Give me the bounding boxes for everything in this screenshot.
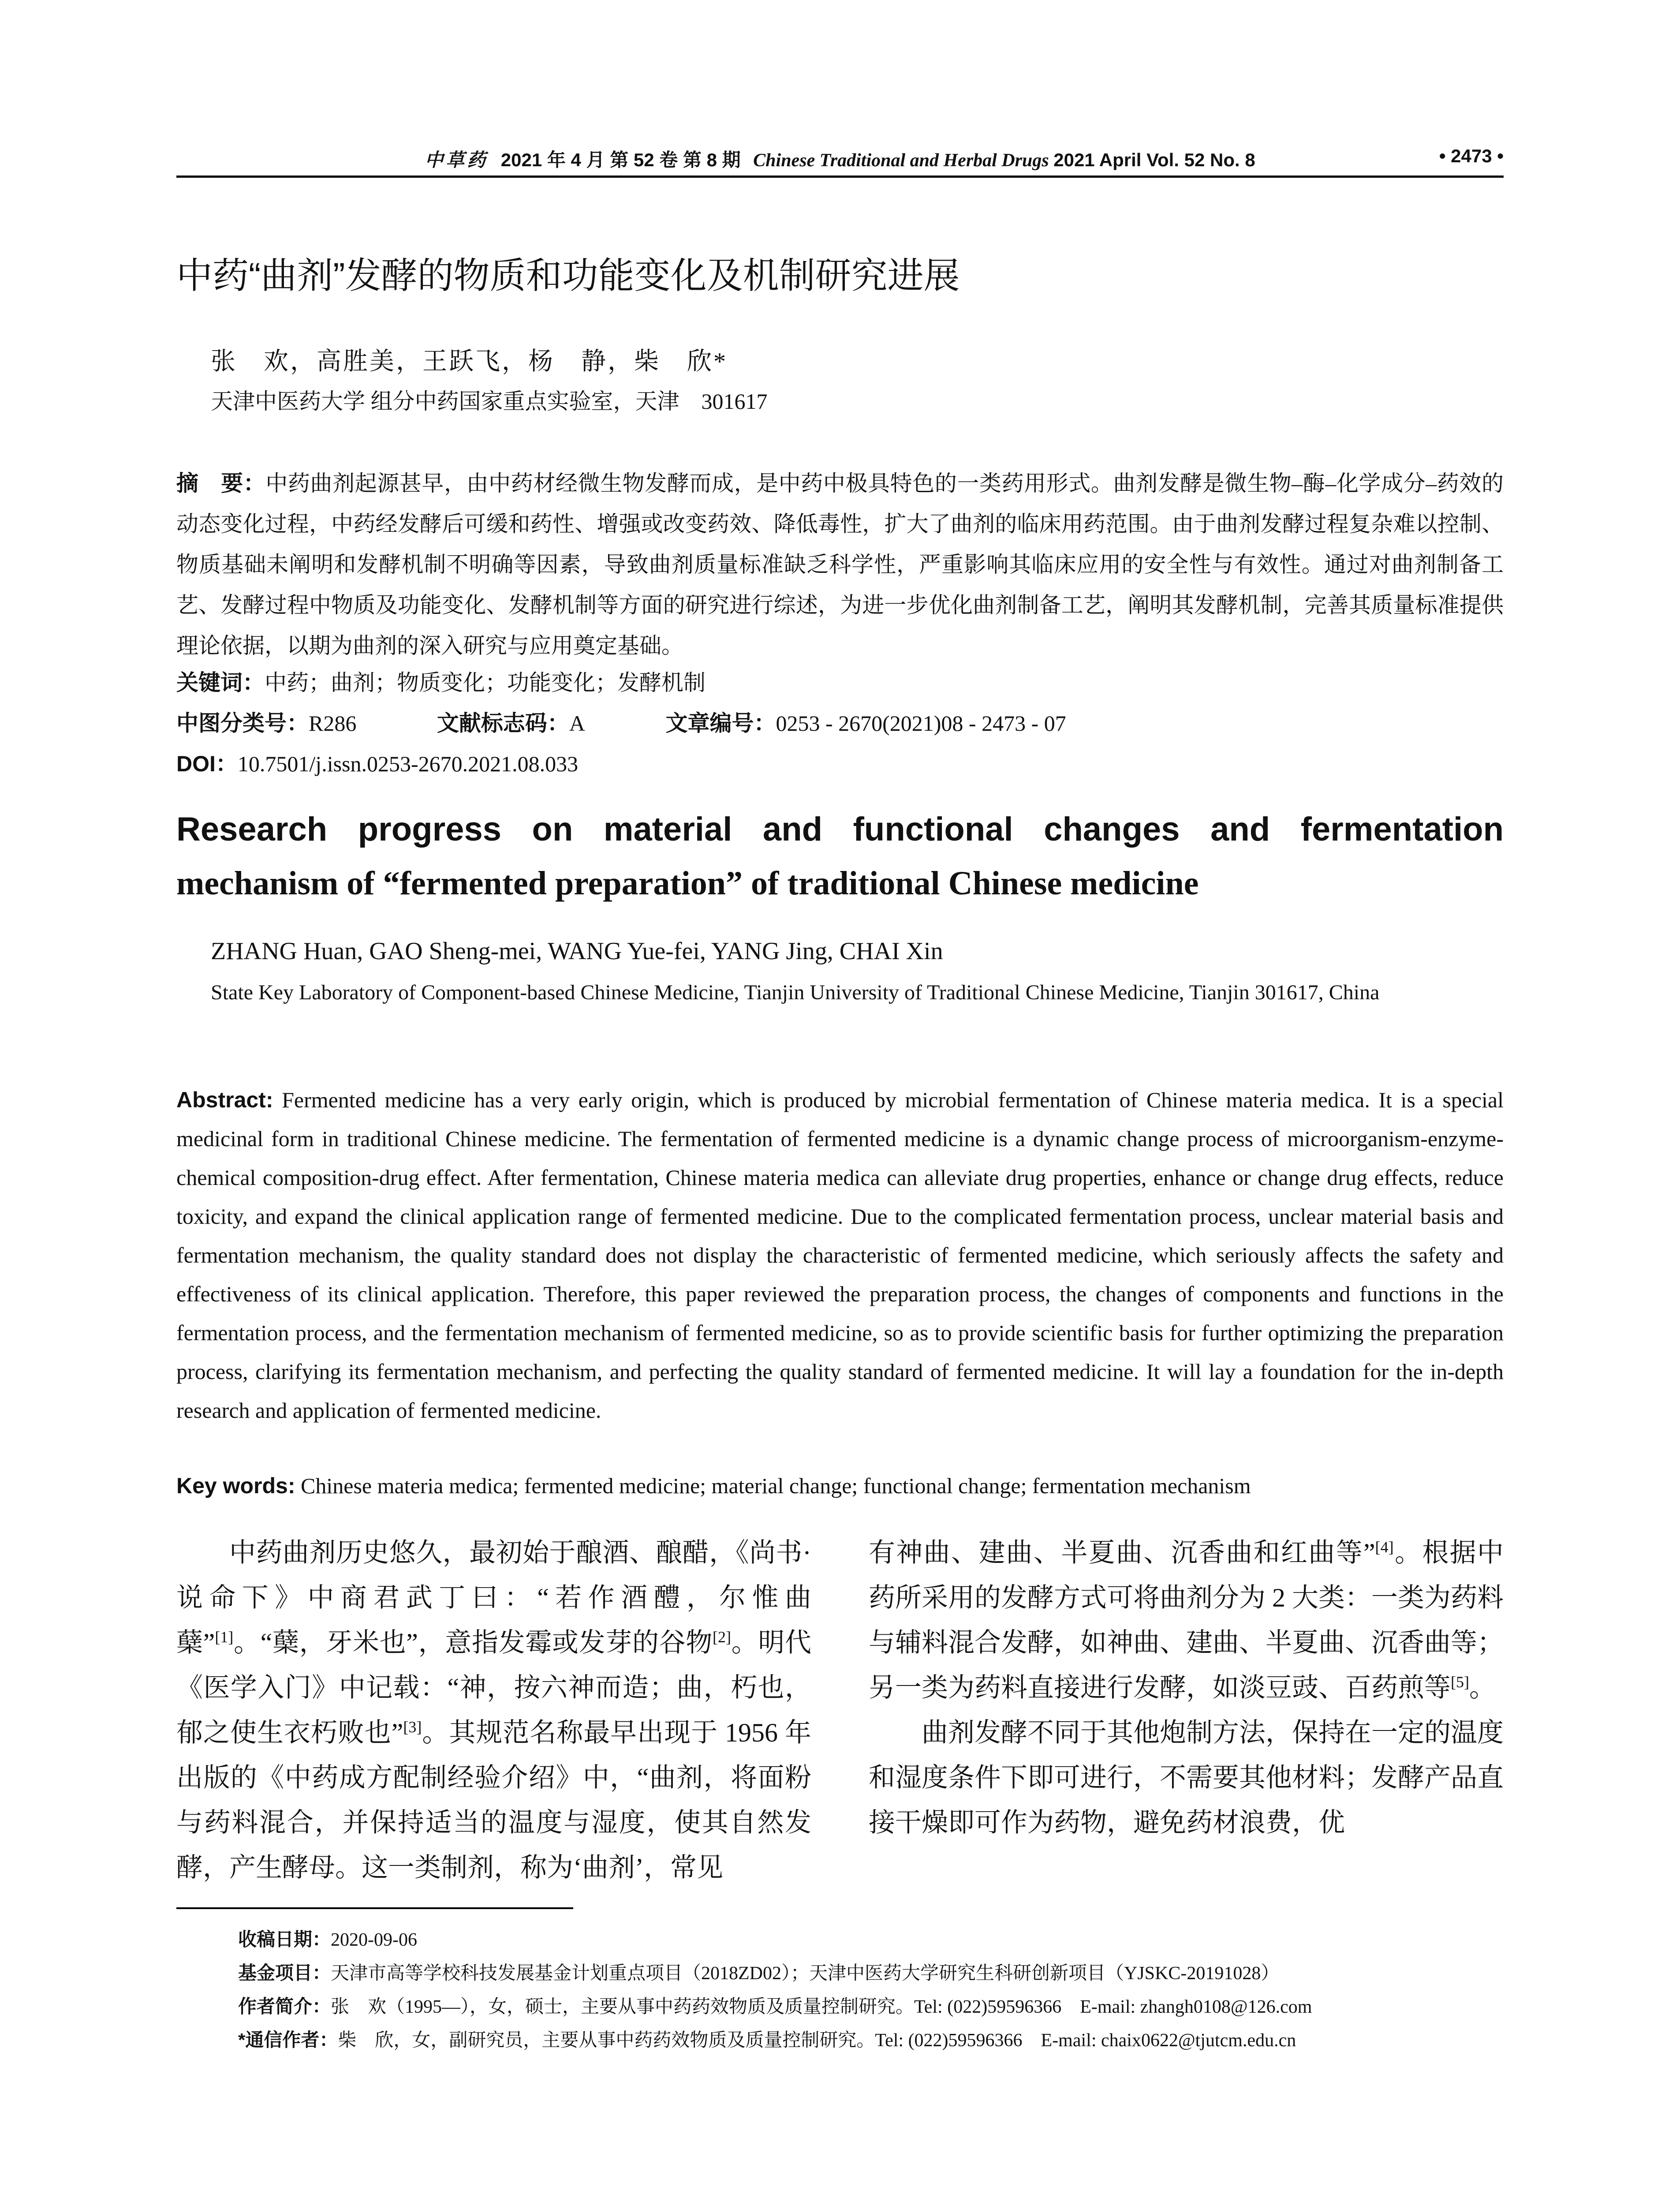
body-text: 曲剂发酵不同于其他炮制方法，保持在一定的温度和湿度条件下即可进行，不需要其他材料；发酵产品直接干燥即可作为药物，避免药材浪费，优 xyxy=(869,1718,1504,1837)
body-text: 有神曲、建曲、半夏曲、沉香曲和红曲等” xyxy=(869,1538,1375,1567)
footnote-rule xyxy=(176,1907,573,1909)
received-date: 2020-09-06 xyxy=(331,1930,417,1950)
citation-3[interactable]: [3] xyxy=(403,1718,422,1736)
body-column-left xyxy=(176,1530,811,1890)
footnote-fund xyxy=(238,1956,1504,1990)
zh-abstract xyxy=(176,463,1504,666)
article-no-value: 0253 - 2670(2021)08 - 2473 - 07 xyxy=(776,711,1066,736)
body-text: 。根据中药所采用的发酵方式可将曲剂分为 2 大类：一类为药料与辅料混合发酵，如神曲、建曲、半夏曲、沉香曲等；另一类为药料直接进行发酵，如淡豆豉、百药煎等 xyxy=(869,1538,1504,1702)
journal-citation-line xyxy=(176,146,1504,172)
body-paragraph xyxy=(869,1710,1504,1845)
en-abstract-label: Abstract: xyxy=(176,1088,273,1112)
zh-affiliation: 天津中医药大学 组分中药国家重点实验室，天津 301617 xyxy=(211,389,768,414)
fund-label: 基金项目： xyxy=(238,1962,331,1983)
body-paragraph xyxy=(869,1530,1504,1710)
running-header xyxy=(176,146,1504,176)
citation-1[interactable]: [1] xyxy=(215,1628,234,1646)
citation-5[interactable]: [5] xyxy=(1451,1673,1469,1691)
correspondence-label: *通信作者： xyxy=(238,2029,338,2050)
doc-code-value: A xyxy=(569,711,585,736)
en-abstract xyxy=(176,1080,1504,1430)
clc-value: R286 xyxy=(309,711,357,736)
body-paragraph xyxy=(176,1530,811,1890)
author-bio-label: 作者简介： xyxy=(238,1996,331,2017)
body-text: 。明代《医学入门》中记载：“神，按六神而造；曲，朽也，郁之使生衣朽败也” xyxy=(176,1628,811,1747)
en-title-line-1: Research progress on material and functional changes and fermentation xyxy=(176,811,1504,848)
footnote-author xyxy=(238,1990,1504,2023)
zh-abstract-text: 中药曲剂起源甚早，由中药材经微生物发酵而成，是中药中极具特色的一类药用形式。曲剂发酵是微生物–酶–化学成分–药效的动态变化过程，中药经发酵后可缓和药性、增强或改变药效、降低毒性，扩大了曲剂的临床用药范围。由于曲剂发酵过程复杂难以控制、物质基础未阐明和发酵机制不明确等因素，导致曲剂质量标准缺乏科学性，严重影响其临床应用的安全性与有效性。通过对曲剂制备工艺、发酵过程中物质及功能变化、发酵机制等方面的研究进行综述，为进一步优化曲剂制备工艺，阐明其发酵机制，完善其质量标准提供理论依据，以期为曲剂的深入研究与应用奠定基础。 xyxy=(176,471,1504,658)
zh-keywords-row xyxy=(176,662,1504,703)
en-abstract-text: Fermented medicine has a very early origin, which is produced by microbial fermentation of Chinese materia medica. It is a special medicinal form in traditional Chinese medicine. The fermentation of fermented medicine is a dynamic change process of microorganism-enzyme-chemical composition-drug effect. After fermentation, Chinese materia medica can alleviate drug properties, enhance or change drug effects, reduce toxicity, and expand the clinical application range of fermented medicine. Due to the complicated fermentation process, unclear material basis and fermentation mechanism, the quality standard does not display the characteristic of fermented medicine, which seriously affects the safety and effectiveness of its clinical application. Therefore, this paper reviewed the preparation process, the changes of components and functions in the fermentation process, and the fermentation mechanism of fermented medicine, so as to provide scientific basis for further optimizing the preparation process, clarifying its fermentation mechanism, and perfecting the quality standard of fermented medicine. It will lay a foundation for the in-depth research and application of fermented medicine. xyxy=(176,1088,1504,1423)
classification-row xyxy=(176,703,1504,744)
zh-abstract-label: 摘 要： xyxy=(176,471,266,496)
cn-issue: 2021 年 4 月 第 52 卷 第 8 期 xyxy=(500,149,741,170)
en-keywords: Chinese materia medica; fermented medicine; material change; functional change; fermentation mechanism xyxy=(301,1473,1251,1498)
doc-code-item xyxy=(437,703,585,744)
page-number: • 2473 • xyxy=(1439,146,1504,166)
en-affiliation: State Key Laboratory of Component-based Chinese Medicine, Tianjin University of Traditional Chinese Medicine, Tianjin 301617, China xyxy=(211,981,1380,1004)
body-text: 。 xyxy=(1469,1673,1496,1702)
en-keywords-row xyxy=(176,1466,1504,1505)
body-text: 中药曲剂历史悠久，最初始于酿酒、酿醋，《尚书·说命下》中商君武丁曰：“若作酒醴，尔惟曲蘖” xyxy=(176,1538,811,1657)
doc-code-label: 文献标志码： xyxy=(437,711,569,736)
footnotes xyxy=(238,1923,1504,2057)
body-text: 。“蘖，牙米也”，意指发霉或发芽的谷物 xyxy=(233,1628,713,1657)
zh-title: 中药“曲剂”发酵的物质和功能变化及机制研究进展 xyxy=(176,256,960,296)
en-keywords-label: Key words: xyxy=(176,1473,295,1498)
en-authors: ZHANG Huan, GAO Sheng-mei, WANG Yue-fei, YANG Jing, CHAI Xin xyxy=(211,938,943,965)
citation-2[interactable]: [2] xyxy=(713,1628,731,1646)
en-journal-name: Chinese Traditional and Herbal Drugs xyxy=(753,150,1049,171)
article-no-label: 文章编号： xyxy=(665,711,776,736)
header-rule xyxy=(176,176,1504,178)
en-issue: 2021 April Vol. 52 No. 8 xyxy=(1053,149,1255,170)
footnote-received xyxy=(238,1923,1504,1956)
zh-keywords: 中药；曲剂；物质变化；功能变化；发酵机制 xyxy=(265,670,706,695)
author-bio-text: 张 欢（1995—），女，硕士，主要从事中药药效物质及质量控制研究。Tel: (022)59596366 E-mail: zhangh0108@126.com xyxy=(331,1997,1312,2017)
doi-link[interactable]: 10.7501/j.issn.0253-2670.2021.08.033 xyxy=(237,751,579,776)
zh-keywords-label: 关键词： xyxy=(176,670,265,695)
zh-authors: 张 欢，高胜美，王跃飞，杨 静，柴 欣* xyxy=(211,348,728,375)
doi-label: DOI： xyxy=(176,751,238,776)
doi-row xyxy=(176,744,1504,784)
clc-item xyxy=(176,703,356,744)
article-no-item xyxy=(665,703,1066,744)
fund-text: 天津市高等学校科技发展基金计划重点项目（2018ZD02）；天津中医药大学研究生科研创新项目（YJSKC-20191028） xyxy=(331,1963,1280,1984)
en-title-line-2: mechanism of “fermented preparation” of traditional Chinese medicine xyxy=(176,865,1199,902)
body-column-right xyxy=(869,1530,1504,1845)
journal-logo: 中草药 xyxy=(425,150,489,171)
received-label: 收稿日期： xyxy=(238,1929,331,1950)
footnote-correspondence xyxy=(238,2023,1504,2057)
correspondence-text: 柴 欣，女，副研究员，主要从事中药药效物质及质量控制研究。Tel: (022)59596366 E-mail: chaix0622@tjutcm.edu.cn xyxy=(338,2030,1296,2051)
en-title xyxy=(176,803,1504,910)
body-text: 。其规范名称最早出现于 1956 年出版的《中药成方配制经验介绍》中，“曲剂，将面粉与药料混合，并保持适当的温度与湿度，使其自然发酵，产生酵母。这一类制剂，称为‘曲剂’，常见 xyxy=(176,1718,811,1882)
clc-label: 中图分类号： xyxy=(176,711,309,736)
zh-metadata xyxy=(176,662,1504,784)
citation-4[interactable]: [4] xyxy=(1375,1538,1394,1556)
